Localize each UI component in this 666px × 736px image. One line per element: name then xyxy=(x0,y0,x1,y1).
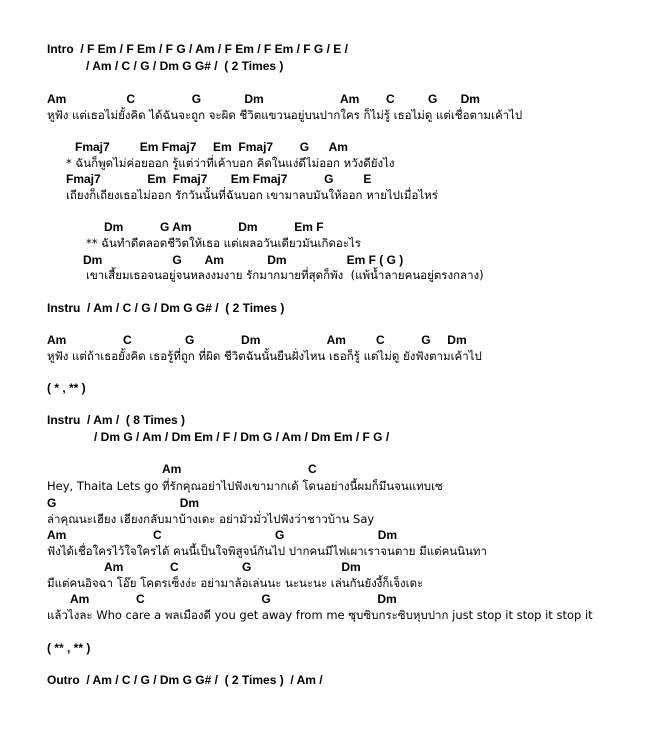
repeat-marker-2: ( ** , ** ) xyxy=(47,641,91,655)
instru-line-1: Instru / Am / C / G / Dm G G# / ( 2 Times ) xyxy=(47,301,285,315)
verse2-lyric-1: หูฟัง แต่ถ้าเธอยั้งคิด เธอรู้ที่ถูก ที่ผิด ชีวิตฉันนั้นยืนฝั่งไหน เธอก็รู้ แต่ไม่ดู ยังฟังตามเค้าไป xyxy=(47,349,482,363)
intro-line-continued: / Am / C / G / Dm G G# / ( 2 Times ) xyxy=(86,59,284,73)
chorus2-lyric-1: ** ฉันทำดีตลอดชีวิตให้เธอ แต่เผลอวันเดียวมันเกิดอะไร xyxy=(86,236,361,250)
outro-line: Outro / Am / C / G / Dm G G# / ( 2 Times ) / Am / xyxy=(47,673,323,687)
chorus2-lyric-2: เขาเสี้ยมเธอจนอยู่จนหลงงมงาย รักมากมายที่สุดก็พัง (แพ้น้ำลายคนอยู่ตรงกลาง) xyxy=(86,268,484,282)
instru-line-2: Instru / Am / ( 8 Times ) xyxy=(47,413,186,427)
rap-chords-2: G Dm xyxy=(47,496,200,510)
intro-line: Intro / F Em / F Em / F G / Am / F Em / F Em / F G / E / xyxy=(47,42,348,56)
verse2-chords-1: Am C G Dm Am C G Dm xyxy=(47,333,467,347)
chorus1-chords-2: Fmaj7 Em Fmaj7 Em Fmaj7 G E xyxy=(66,172,372,186)
rap-chords-4: Am C G Dm xyxy=(104,560,361,574)
chorus2-chords-2: Dm G Am Dm Em F ( G ) xyxy=(83,253,404,267)
verse1-lyric-1: หูฟัง แต่เธอไม่ยั้งคิด ได้ฉันจะถูก จะผิด ชีวิตแขวนอยู่บนปากใคร ก็ไม่รู้ เธอไม่ดู แต่เชื่อตามเค้าไป xyxy=(47,108,523,122)
instru-line-2-continued: / Dm G / Am / Dm Em / F / Dm G / Am / Dm Em / F G / xyxy=(94,430,390,444)
chorus1-chords-1: Fmaj7 Em Fmaj7 Em Fmaj7 G Am xyxy=(75,140,348,154)
chorus2-chords-1: Dm G Am Dm Em F xyxy=(104,220,324,234)
rap-lyric-3: ฟังได้เชื่อใครไว้ใจใครได้ คนนี้เป็นใจพิสูจน์กันไป ปากคนมีไฟเผาเราจนตาย มีแต่คนนินทา xyxy=(47,544,487,558)
rap-chords-3: Am C G Dm xyxy=(47,528,398,542)
chorus1-lyric-1: * ฉันก็พูดไม่ค่อยออก รู้แต่ว่าที่เค้าบอก คิดในแง่ดีไม่ออก หวังดียังไง xyxy=(66,156,395,170)
chorus1-lyric-2: เถียงก็เถียงเธอไม่ออก รักวันนั้นที่ฉันบอก เขามาลบมันให้ออก หายไปเมื่อไหร่ xyxy=(66,188,438,202)
rap-chords-5: Am C G Dm xyxy=(70,592,397,606)
rap-chords-1: Am C xyxy=(162,462,317,476)
rap-lyric-5: แล้วไงละ Who care a พลเมืองดี you get away from me ซุบซิบกระซิบหุบปาก just stop it stop it stop it xyxy=(47,608,593,622)
rap-lyric-1: Hey, Thaita Lets go ที่รักคุณอย่าไปฟังเขามากเด้ โดนอย่างนี้ผมก็มึนจนแทบเซ xyxy=(47,479,443,493)
rap-lyric-4: มีแต่คนอิจฉา โอ๊ย โคตรเซ็งง่ะ อย่ามาล้อเล่นนะ นะนะนะ เล่นกันยังงี้ก็เจ็งเดะ xyxy=(47,576,424,590)
rap-lyric-2: ล่าคุณนะเฮียง เฮียงกลับมาบ้างเดะ อย่ามัวมั่วไปฟังว่าชาวบ้าน Say xyxy=(47,512,375,526)
repeat-marker-1: ( * , ** ) xyxy=(47,381,86,395)
verse1-chords-1: Am C G Dm Am C G Dm xyxy=(47,92,480,106)
